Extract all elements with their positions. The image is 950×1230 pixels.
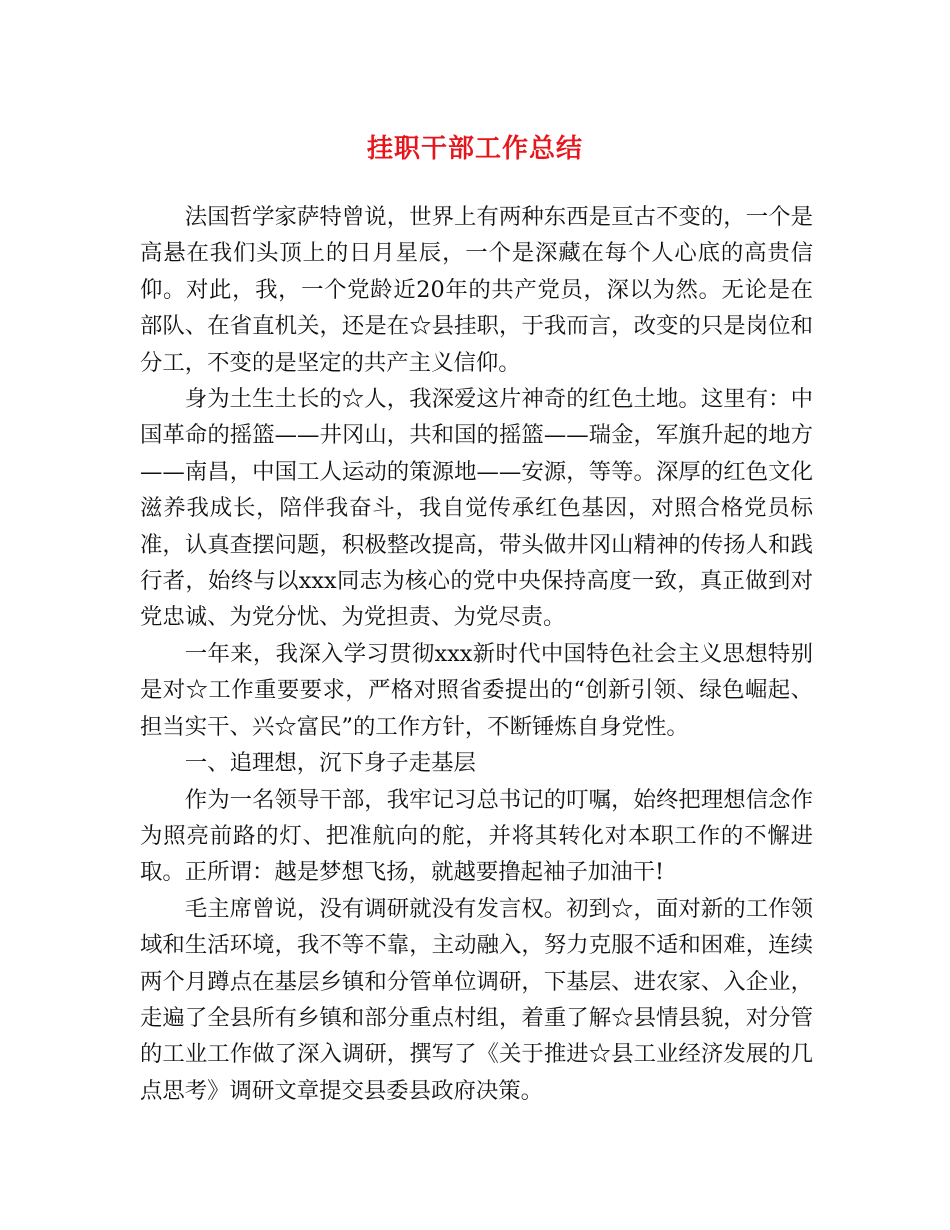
paragraph-research: 毛主席曾说，没有调研就没有发言权。初到☆，面对新的工作领域和生活环境，我不等不靠，主动融入，努力克服不适和困难，连续两个月蹲点在基层乡镇和分管单位调研，下基层、进农家、入企业，走遍了全县所有乡镇和部分重点村组，着重了解☆县情县貌，对分管的工业工作做了深入调研，撰写了《关于推进☆县工业经济发展的几点思考》调研文章提交县委县政府决策。 [140, 895, 813, 1104]
paragraph-red-land: 身为土生土长的☆人，我深爱这片神奇的红色土地。这里有：中国革命的摇篮——井冈山，共和国的摇篮——瑞金，军旗升起的地方——南昌，中国工人运动的策源地——安源，等等。深厚的红色文化滋养我成长，陪伴我奋斗，我自觉传承红色基因，对照合格党员标准，认真查摆问题，积极整改提高，带头做井冈山精神的传扬人和践行者，始终与以xxx同志为核心的党中央保持高度一致，真正做到对党忠诚、为党分忧、为党担责、为党尽责。 [140, 386, 813, 631]
document-body [140, 199, 813, 1109]
section-heading: 一、追理想，沉下身子走基层 [184, 750, 476, 777]
paragraph-intro: 法国哲学家萨特曾说，世界上有两种东西是亘古不变的，一个是高悬在我们头顶上的日月星辰，一个是深藏在每个人心底的高贵信仰。对此，我，一个党龄近20年的共产党员，深以为然。无论是在部队、在省直机关，还是在☆县挂职，于我而言，改变的只是岗位和分工，不变的是坚定的共产主义信仰。 [140, 204, 813, 376]
document-title: 挂职干部工作总结 [366, 134, 583, 164]
paragraph-ideals: 作为一名领导干部，我牢记习总书记的叮嘱，始终把理想信念作为照亮前路的灯、把准航向的舵，并将其转化对本职工作的不懈进取。正所谓：越是梦想飞扬，就越要撸起袖子加油干! [140, 786, 813, 886]
paragraph-year-summary: 一年来，我深入学习贯彻xxx新时代中国特色社会主义思想特别是对☆工作重要要求，严格对照省委提出的“创新引领、绿色崛起、担当实干、兴☆富民”的工作方针，不断锤炼自身党性。 [140, 640, 813, 740]
